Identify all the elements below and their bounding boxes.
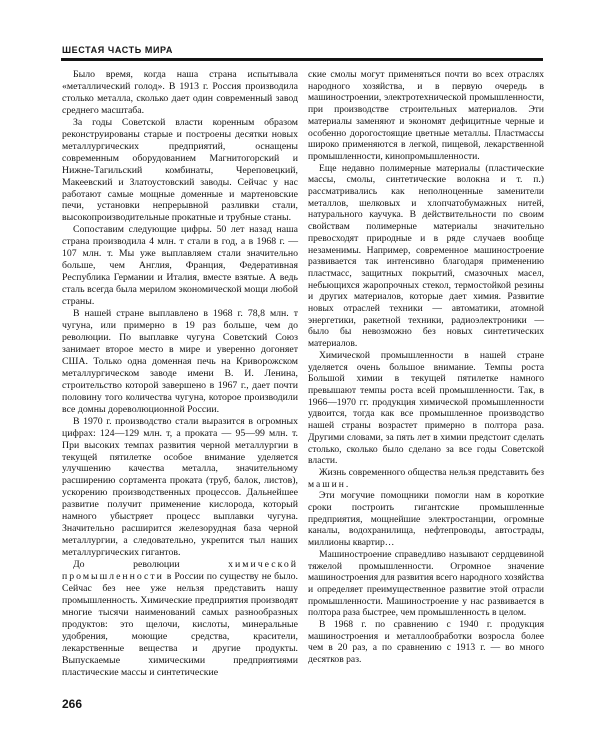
- emphasis-text: химической промышленности: [62, 559, 298, 583]
- paragraph-text: .: [345, 478, 349, 490]
- paragraph-text: Жизнь современного общества нельзя представить без: [319, 466, 544, 478]
- paragraph: Сопоставим следующие цифры. 50 лет назад наша страна производила 4 млн. т стали в год, а в 1968 г. — 107 млн. т. Мы уже выплавляем стали значительно больше, чем Англия, Франция, Федеративная Республика Германии и Италия, вместе взятые. А ведь сталь всегда была мерилом экономической мощи любой страны.: [62, 224, 298, 308]
- paragraph-text: До революции: [73, 559, 229, 571]
- paragraph: Химической промышленности в нашей стране уделяется очень большое внимание. Темпы роста Большой химии в текущей пятилетке намного превышают темпы роста всей промышленности. Так, в 1966—1970 гг. продукция химической промышленности удвоится, тогда как все промышленное производство нашей страны возрастет примерно в полтора раза. Другими словами, за пять лет в химии предстоит сделать столько, сколько было сделано за все годы Советской власти.: [308, 349, 544, 467]
- paragraph: [308, 467, 544, 490]
- paragraph: За годы Советской власти коренным образом реконструированы старые и построены десятки новых металлургических предприятий, оснащены современным оборудованием Магнитогорский и Нижне-Тагильский комбинаты, Череповецкий, Макеевский и Златоустовский заводы. Сейчас у нас работают самые мощные доменные и мартеновские печи, установки непрерывной разливки стали, высокопроизводительные прокатные и трубные станы.: [62, 116, 298, 224]
- paragraph-text: в России по существу не было. Сейчас без нее уже нельзя представить нашу промышленность. Химические предприятия производят многие тысячи наименований самых разнообразных продуктов: это щелочи, кислоты, минеральные удобрения, моющие средства, красители, лекарственные вещества и другие продукты. Выпускаемые химическими предприятиями пластические массы и синтетические: [62, 571, 298, 678]
- paragraph: Машиностроение справедливо называют сердцевиной тяжелой промышленности. Огромное значение машиностроения для развития всего народного хозяйства и определяет преимущественное развитие этой отрасли промышленности. Машиностроение у нас развивается в полтора раза быстрее, чем промышленность в целом.: [308, 548, 544, 619]
- paragraph: Еще недавно полимерные материалы (пластические массы, смолы, синтетические волокна и т. п.) рассматривались как неполноценные заменители металлов, шелковых и хлопчатобумажных нитей, натурального каучука. В действительности по своим свойствам полимерные материалы значительно превосходят природные и в ряде случаев вообще незаменимы. Например, современное машиностроение развивается так интенсивно благодаря применению пластмасс, защитных покрытий, смазочных масел, небьющихся жаропрочных стекол, термостойкой резины и других материалов, которые дает химия. Развитие новых отраслей техники — автоматики, атомной энергетики, ракетной техники, радиоэлектроники — было бы невозможно без новых синтетических материалов.: [308, 162, 544, 350]
- paragraph: Было время, когда наша страна испытывала «металлический голод». В 1913 г. Россия производила столько металла, сколько дает один современный завод среднего масштаба.: [62, 69, 298, 116]
- paragraph: [62, 559, 298, 679]
- running-head: ШЕСТАЯ ЧАСТЬ МИРА: [62, 45, 173, 55]
- paragraph: В 1968 г. по сравнению с 1940 г. продукция машиностроения и металлообработки возросла более чем в 20 раз, а по сравнению с 1913 г. — во много десятков раз.: [308, 619, 544, 666]
- right-column: [308, 69, 544, 666]
- paragraph: В нашей стране выплавлено в 1968 г. 78,8 млн. т чугуна, или примерно в 19 раз больше, чем до революции. По выплавке чугуна Советский Союз занимает второе место в мире и уверенно догоняет США. Только одна доменная печь на Криворожском металлургическом заводе имени В. И. Ленина, строительство которой завершено в 1967 г., дает почти половину того количества чугуна, которое производили все домны дореволюционной России.: [62, 308, 298, 415]
- paragraph: Эти могучие помощники помогли нам в короткие сроки построить гигантские промышленные предприятия, мощнейшие электростанции, огромные каналы, водохранилища, нефтепроводы, автострады, миллионы квартир…: [308, 490, 544, 549]
- left-column: [62, 69, 298, 679]
- header-rule: [61, 58, 543, 61]
- paragraph: ские смолы могут применяться почти во всех отраслях народного хозяйства, и в первую очередь в машиностроении, электротехнической промышленности, при производстве строительных материалов. Эти материалы заменяют и экономят дефицитные черные и особенно дорогостоящие цветные металлы. Пластмассы широко применяются в легкой, пищевой, лекарственной промышленности, кинопромышленности.: [308, 69, 544, 162]
- page-number: 266: [62, 697, 83, 711]
- emphasis-text: машин: [308, 478, 346, 490]
- paragraph: В 1970 г. производство стали выразится в огромных цифрах: 124—129 млн. т, а проката — 95—99 млн. т. При высоких темпах развития черной металлургии в текущей пятилетке особое внимание уделяется улучшению качества металла, значительному расширению сортамента проката (труб, балок, листов), ускорению производственных процессов. Дальнейшее развитие получит применение кислорода, который намного убыстряет процесс выплавки чугуна. Значительно расширится железорудная база черной металлургии, а следовательно, укрепится тыл наших металлургических гигантов.: [62, 415, 298, 559]
